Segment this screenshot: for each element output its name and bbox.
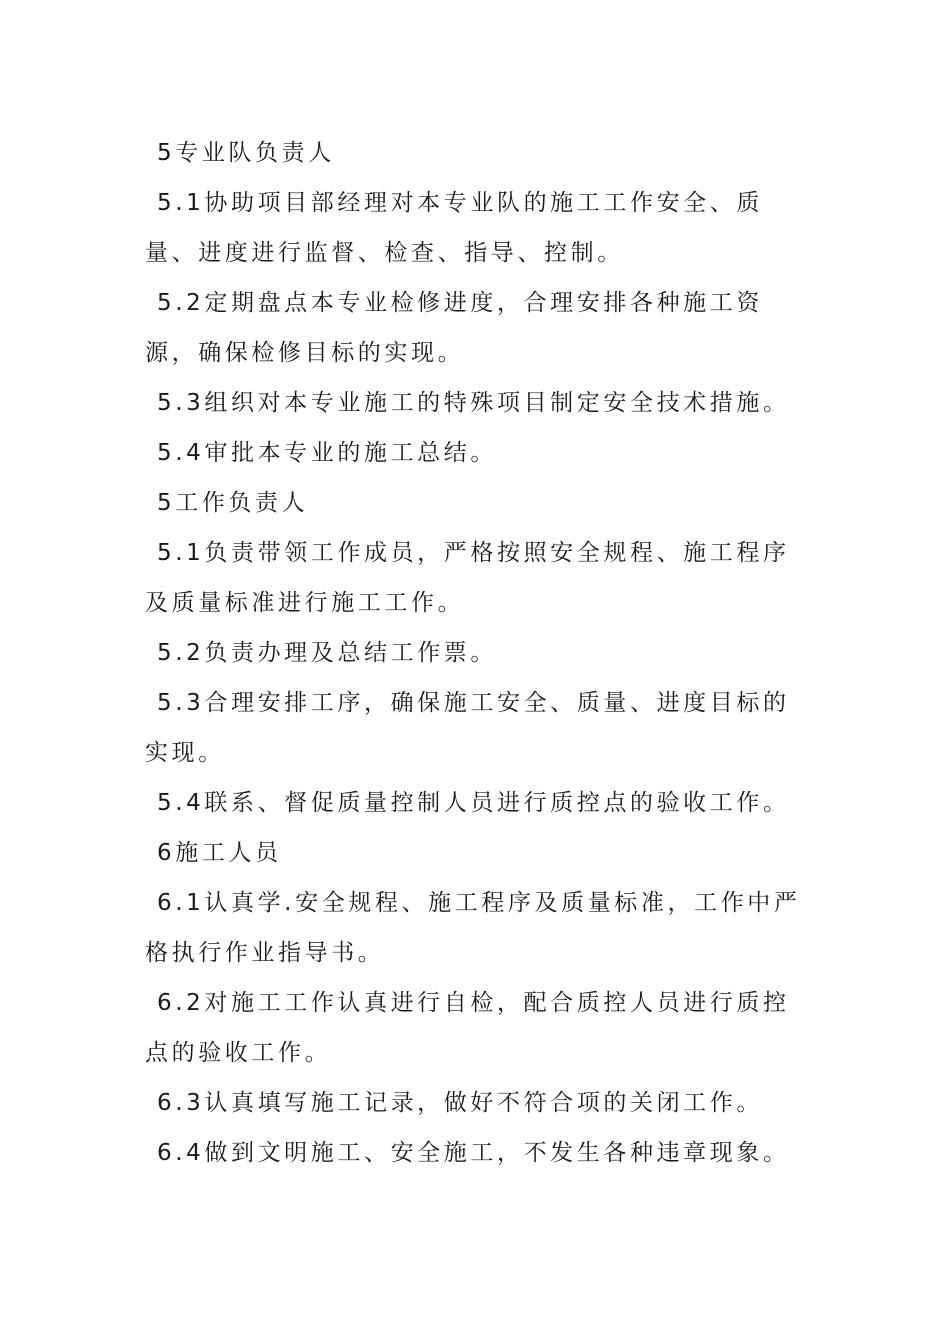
paragraph-5-1: 5.1协助项目部经理对本专业队的施工工作安全、质量、进度进行监督、检查、指导、控制。 bbox=[145, 190, 763, 266]
paragraph-5-1-work: 5.1负责带领工作成员，严格按照安全规程、施工程序及质量标准进行施工工作。 bbox=[145, 540, 790, 616]
paragraph-5-2-work: 5.2负责办理及总结工作票。 bbox=[157, 640, 497, 666]
paragraph-6-4: 6.4做到文明施工、安全施工，不发生各种违章现象。 bbox=[157, 1140, 790, 1166]
paragraph-5-4-work: 5.4联系、督促质量控制人员进行质控点的验收工作。 bbox=[157, 790, 790, 816]
paragraph-6-1: 6.1认真学.安全规程、施工程序及质量标准，工作中严格执行作业指导书。 bbox=[145, 890, 801, 966]
paragraph-5-3-work: 5.3合理安排工序，确保施工安全、质量、进度目标的实现。 bbox=[145, 690, 790, 766]
paragraph-5-4: 5.4审批本专业的施工总结。 bbox=[157, 440, 497, 466]
paragraph-heading-5-team-leader: 5专业队负责人 bbox=[157, 140, 335, 166]
document-body bbox=[145, 128, 815, 1178]
paragraph-heading-5-work-leader: 5工作负责人 bbox=[157, 490, 309, 516]
paragraph-6-2: 6.2对施工工作认真进行自检，配合质控人员进行质控点的验收工作。 bbox=[145, 990, 790, 1066]
paragraph-heading-6-workers: 6施工人员 bbox=[157, 840, 282, 866]
paragraph-6-3: 6.3认真填写施工记录，做好不符合项的关闭工作。 bbox=[157, 1090, 763, 1116]
paragraph-5-3: 5.3组织对本专业施工的特殊项目制定安全技术措施。 bbox=[157, 390, 790, 416]
paragraph-5-2: 5.2定期盘点本专业检修进度，合理安排各种施工资源，确保检修目标的实现。 bbox=[145, 290, 763, 366]
